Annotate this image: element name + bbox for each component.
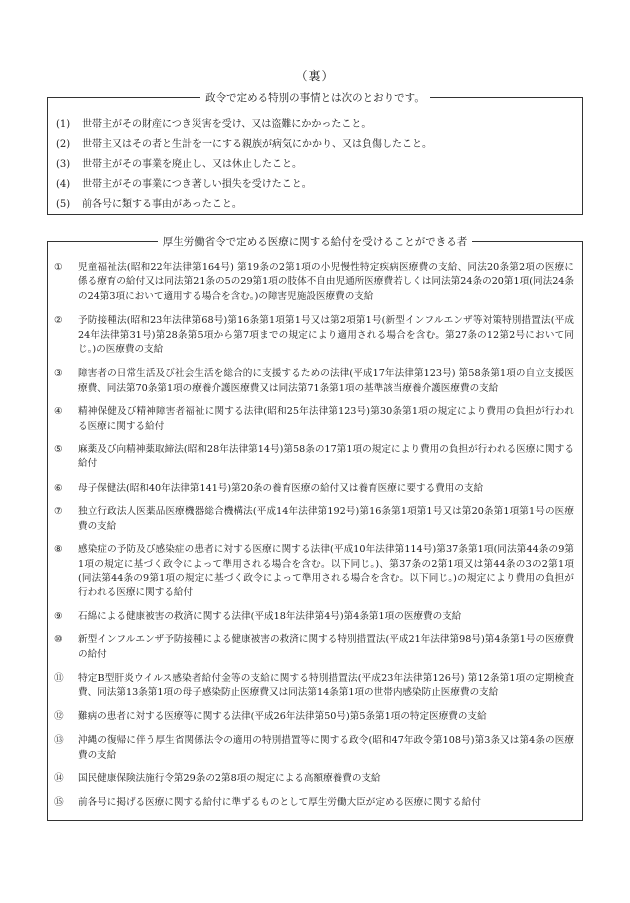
item-text: 独立行政法人医薬品医療機器総合機構法(平成14年法律第192号)第16条第1項第1号又は第20条第1項第1号の医療費の支給: [78, 506, 574, 532]
item-number: ②: [54, 315, 63, 327]
medical-benefits-list: [54, 261, 574, 811]
list-item: [56, 115, 576, 135]
list-item: [54, 314, 574, 357]
item-text: 前各号に掲げる医療に関する給付に準ずるものとして厚生労働大臣が定める医療に関する給付: [78, 797, 481, 809]
item-text: 世帯主又はその者と生計を一にする親族が病気にかかり、又は負傷したこと。: [82, 139, 432, 150]
item-text: 沖縄の復帰に伴う厚生省関係法令の適用の特別措置等に関する政令(昭和47年政令第108号)第3条又は第4条の医療費の支給: [78, 735, 574, 761]
special-circumstances-title: 政令で定める特別の事情とは次のとおりです。: [48, 91, 582, 105]
item-number: ⑦: [54, 506, 63, 518]
item-text: 世帯主がその事業につき著しい損失を受けたこと。: [82, 179, 312, 190]
list-item: [56, 175, 576, 195]
list-item: [54, 734, 574, 763]
item-text: 難病の患者に対する医療等に関する法律(平成26年法律第50号)第5条第1項の特定医療費の支給: [78, 710, 487, 722]
item-number: ⑩: [54, 634, 63, 646]
item-number: ④: [54, 406, 63, 418]
page-heading: （裏）: [295, 69, 335, 83]
special-circumstances-list: [56, 115, 576, 215]
item-number: ⑧: [54, 544, 63, 556]
list-item: [54, 482, 574, 496]
medical-benefits-box: [47, 236, 583, 821]
item-number: (3): [56, 159, 71, 170]
list-item: [54, 543, 574, 601]
item-number: ⑬: [54, 735, 64, 747]
item-text: 特定B型肝炎ウイルス感染者給付金等の支給に関する特別措置法(平成23年法律第126号) 第12条第1項の定期検査費、同法第13条第1項の母子感染防止医療費又は同法第14条第1項の世帯内感染防止医療費の支給: [78, 672, 574, 699]
list-item: [54, 633, 574, 662]
special-circumstances-box: [47, 92, 583, 215]
list-item: [56, 195, 576, 215]
item-number: (1): [56, 119, 71, 130]
item-text: 精神保健及び精神障害者福祉に関する法律(昭和25年法律第123号)第30条第1項の規定により費用の負担が行われる医療に関する給付: [78, 406, 574, 432]
item-number: ⑭: [54, 772, 64, 784]
medical-benefits-title: 厚生労働省令で定める医療に関する給付を受けることができる者: [48, 235, 582, 249]
item-number: ⑥: [54, 482, 63, 494]
item-number: (2): [56, 139, 71, 150]
item-number: ⑪: [54, 672, 64, 684]
item-number: ⑫: [54, 710, 64, 722]
item-text: 石綿による健康被害の救済に関する法律(平成18年法律第4号)第4条第1項の医療費の支給: [78, 610, 462, 622]
item-text: 予防接種法(昭和23年法律第68号)第16条第1項第1号又は第2項第1号(新型インフルエンザ等対策特別措置法(平成24年法律第31号)第28条第5項から第7項までの規定により適用される場合を含む。第27条の12第2号において同じ。)の医療費の支給: [78, 315, 574, 356]
list-item: [54, 443, 574, 472]
list-item: [54, 367, 574, 396]
list-item: [54, 405, 574, 434]
item-text: 麻薬及び向精神薬取締法(昭和28年法律第14号)第58条の17第1項の規定により費用の負担が行われる医療に関する給付: [78, 444, 574, 470]
list-item: [54, 796, 574, 810]
item-text: 国民健康保険法施行令第29条の2第8項の規定による高額療養費の支給: [78, 772, 381, 784]
item-text: 前各号に類する事由があったこと。: [82, 199, 242, 210]
item-text: 母子保健法(昭和40年法律第141号)第20条の養育医療の給付又は養育医療に要する費用の支給: [78, 482, 484, 494]
list-item: [54, 772, 574, 786]
item-text: 世帯主がその事業を廃止し、又は休止したこと。: [82, 159, 302, 170]
item-number: ①: [54, 262, 63, 273]
list-item: [54, 710, 574, 724]
list-item: [54, 610, 574, 624]
list-item: [54, 672, 574, 701]
item-number: (4): [56, 179, 71, 190]
item-number: ⑤: [54, 444, 63, 456]
item-text: 新型インフルエンザ予防接種による健康被害の救済に関する特別措置法(平成21年法律第98号)第4条第1号の医療費の給付: [78, 634, 574, 660]
item-number: (5): [56, 199, 71, 210]
item-text: 世帯主がその財産につき災害を受け、又は盗難にかかったこと。: [82, 119, 372, 130]
list-item: [54, 505, 574, 534]
item-text: 障害者の日常生活及び社会生活を総合的に支援するための法律(平成17年法律第123号) 第58条第1項の自立支援医療費、同法第70条第1項の療養介護医療費又は同法第71条第1項の基準該当療養介護医療費の支給: [78, 368, 574, 394]
list-item: [56, 155, 576, 175]
item-number: ⑨: [54, 610, 63, 622]
list-item: [56, 135, 576, 155]
item-number: ③: [54, 368, 63, 380]
item-number: ⑮: [54, 797, 64, 809]
item-text: 児童福祉法(昭和22年法律第164号) 第19条の2第1項の小児慢性特定疾病医療費の支給、同法20条第2項の医療に係る療育の給付又は同法第21条の5の29第1項の肢体不自由児通所医療費若しくは同法第24条の20第1項(同法24条の24第3項において適用する場合を含む。)の障害児施設医療費の支給: [78, 262, 574, 302]
list-item: [54, 261, 574, 304]
item-text: 感染症の予防及び感染症の患者に対する医療に関する法律(平成10年法律第114号)第37条第1項(同法第44条の9第1項の規定に基づく政令によって準用される場合を含む。以下同じ。)、第37条の2第1項又は第44条の3の2第1項 (同法第44条の9第1項の規定に基づく政令によって準用される場合を含む。以下同じ。)の規定により費用の負担が行われる医療に関する給付: [78, 544, 574, 599]
